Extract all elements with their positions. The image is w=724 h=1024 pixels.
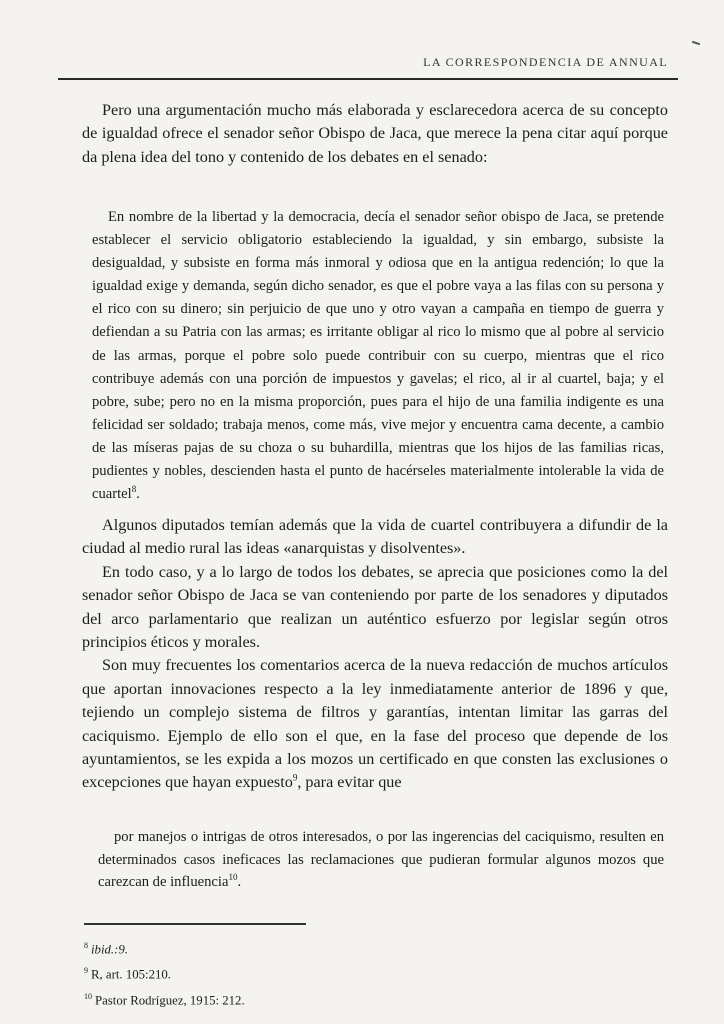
- running-header: LA CORRESPONDENCIA DE ANNUAL: [423, 55, 668, 69]
- quote-tail: .: [237, 874, 242, 890]
- body-paragraphs: [82, 514, 668, 795]
- block-quote-2: [98, 826, 664, 894]
- footnote-ref-8: 8: [131, 484, 137, 495]
- footnote-rule: [84, 923, 306, 925]
- footnote-8: [84, 935, 245, 960]
- quote-body: En nombre de la libertad y la democracia, decía el senador señor obispo de Jaca, se pretende establecer el servicio obligatorio estableciendo la igualdad, y sin embargo, subsiste la desigualdad, y subsiste en forma más inmoral y odiosa que en la antigua redención; lo que la igualdad exige y demanda, según dicho senador, es que el pobre vaya a las filas con su persona y el rico con su dinero; sin perjuicio de que uno y otro vayan a campaña en tiempo de guerra y defiendan a su Patria con las armas; es irritante obligar al rico lo mismo que al pobre al servicio de las armas, porque el pobre solo puede contribuir con su cuerpo, mientras que el rico contribuye además con una porción de impuestos y gavelas; el rico, al ir al cuartel, baja; y el pobre, sube; pero no en la misma proporción, pues para el hijo de una familia indigente es una felicidad ser soldado; trabaja menos, come más, vive mejor y encuentra cama decente, a cambio de las míseras pajas de su choza o su buhardilla, mientras que los hijos de las familias ricas, pudientes y nobles, descienden hasta el punto de hacérseles materialmente intolerable la vida de cuartel: [92, 209, 664, 503]
- footnote-number: 10: [84, 991, 92, 1001]
- footnote-ref-9: 9: [292, 773, 298, 784]
- page-corner-mark: [692, 41, 700, 46]
- footnote-number: 9: [84, 966, 88, 976]
- footnote-number: 8: [84, 941, 88, 950]
- footnote-ref-10: 10: [228, 872, 238, 883]
- footnote-text: R, art. 105:210.: [91, 967, 171, 982]
- body-paragraph-1: [82, 99, 668, 169]
- footnote-10: [84, 986, 245, 1011]
- quote-body: por manejos o intrigas de otros interesados, o por las ingerencias del caciquismo, resulten en determinados casos ineficaces las reclamaciones que pudieran formular algunos mozos que carezcan de influencia: [98, 829, 664, 890]
- paragraph-text: Pero una argumentación mucho más elaborada y esclarecedora acerca de su concepto de igualdad ofrece el senador señor Obispo de Jaca, que merece la pena citar aquí porque da plena idea del tono y contenido de los debates en el senado:: [82, 101, 668, 166]
- footnote-text: Pastor Rodríguez, 1915: 212.: [95, 992, 245, 1007]
- paragraph-tail: , para evitar que: [297, 773, 402, 792]
- footnotes: [84, 935, 245, 1011]
- footnote-text: ibid.:9.: [91, 942, 128, 957]
- quote-text: [98, 826, 664, 894]
- footnote-9: [84, 960, 245, 985]
- body-paragraph-4: [82, 654, 668, 794]
- quote-text: En nombre de la libertad y la democracia, decía el senador señor obispo de Jaca, se pretende establecer el servicio obligatorio estableciendo la igualdad, y sin embargo, subsiste la desigualdad, y subsiste en forma más inmoral y odiosa que en la antigua redención; lo que la igualdad exige y demanda, según dicho senador, es que el pobre vaya a las filas con su persona y el rico con su dinero; sin perjuicio de que uno y otro vayan a campaña en tiempo de guerra y defiendan a su Patria con las armas; es irritante obligar al rico lo mismo que al pobre al servicio de las armas, porque el pobre solo puede contribuir con su cuerpo, mientras que el rico contribuye además con una porción de impuestos y gavelas; el rico, al ir al cuartel, baja; y el pobre, sube; pero no en la misma proporción, pues para el hijo de una familia indigente es una felicidad ser soldado; trabaja menos, come más, vive mejor y encuentra cama decente, a cambio de las míseras pajas de su choza o su buhardilla, mientras que los hijos de las familias ricas, pudientes y nobles, descienden hasta el punto de hacérseles materialmente intolerable la vida de cuartel$^8$.: [92, 209, 664, 503]
- body-paragraph-2: Algunos diputados temían además que la vida de cuartel contribuyera a difundir de la ciudad al medio rural las ideas «anarquistas y disolventes».: [82, 516, 668, 558]
- paragraph-body: Son muy frecuentes los comentarios acerca de la nueva redacción de muchos artículos que aportan innovaciones respecto a la ley inmediatamente anterior de 1896 y que, tejiendo un complejo sistema de filtros y garantías, intentan limitar las garras del caciquismo. Ejemplo de ello son el que, en la fase del proceso que depende de los ayuntamientos, se les expida a los mozos un certificado en que consten las exclusiones o excepciones que hayan expuesto: [82, 656, 668, 792]
- block-quote-1: [92, 206, 664, 506]
- body-paragraph-3: En todo caso, y a lo largo de todos los debates, se aprecia que posiciones como la del senador señor Obispo de Jaca se van conteniendo por parte de los senadores y diputados del arco parlamentario que realizan un auténtico esfuerzo por legislar según otros principios éticos y morales.: [82, 562, 668, 652]
- header-rule: [58, 78, 678, 80]
